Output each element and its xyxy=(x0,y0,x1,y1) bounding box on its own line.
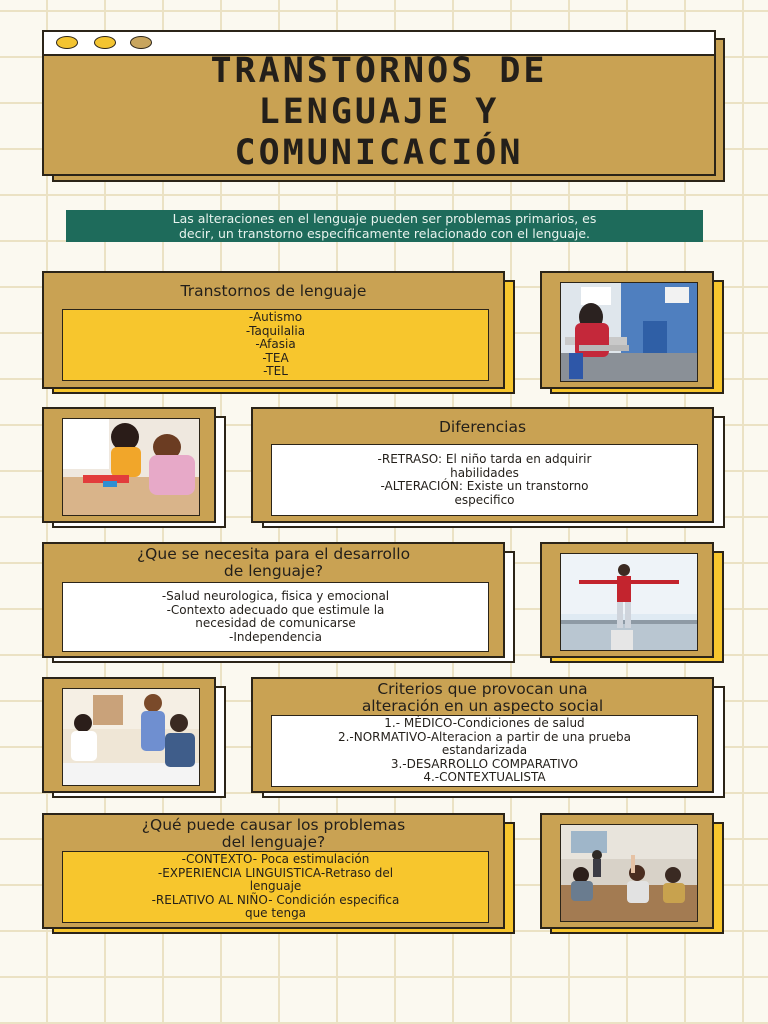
desarrollo-title-line: ¿Que se necesita para el desarrollo xyxy=(136,545,411,563)
list-item: -TEA xyxy=(262,350,289,365)
photo-card xyxy=(42,677,216,793)
list-item: -Taquilalia xyxy=(245,323,306,338)
list-item: -Independencia xyxy=(229,629,322,644)
list-item: -Afasia xyxy=(255,337,296,352)
classroom-photo xyxy=(560,824,698,922)
list-item: estandarizada xyxy=(441,743,528,758)
list-item: -ALTERACIÓN: Existe un transtorno xyxy=(380,479,589,493)
page-title-line: LENGUAJE Y xyxy=(258,91,500,132)
trastornos-list xyxy=(62,309,489,381)
photo-card xyxy=(42,407,216,523)
intro-line: Las alteraciones en el lenguaje pueden ser problemas primarios, es xyxy=(172,211,597,226)
criterios-title-line: alteración en un aspecto social xyxy=(361,697,604,715)
diferencias-card xyxy=(251,407,714,523)
criterios-card xyxy=(251,677,714,793)
window-dot-icon xyxy=(130,36,152,49)
page-title xyxy=(44,50,714,174)
list-item: lenguaje xyxy=(249,879,302,894)
causas-list xyxy=(62,851,489,923)
intro-line: decir, un transtorno especificamente relacionado con el lenguaje. xyxy=(178,226,591,241)
arms-open-photo xyxy=(560,553,698,651)
list-item: 4.-CONTEXTUALISTA xyxy=(423,770,546,785)
list-item: -EXPERIENCIA LINGUISTICA-Retraso del xyxy=(157,865,394,880)
photo-card xyxy=(540,271,714,389)
desarrollo-title-line: de lenguaje? xyxy=(223,562,324,580)
list-item: -TEL xyxy=(263,364,288,379)
list-item: 1.- MÉDICO-Condiciones de salud xyxy=(384,716,585,731)
list-item: -Autismo xyxy=(248,310,303,325)
title-window xyxy=(42,30,716,176)
trastornos-card xyxy=(42,271,505,389)
list-item: -RELATIVO AL NIÑO- Condición especifica xyxy=(151,892,400,907)
desarrollo-card xyxy=(42,542,505,658)
children-reading-photo xyxy=(62,688,200,786)
trastornos-title: Transtornos de lenguaje xyxy=(180,282,367,300)
photo-card xyxy=(540,813,714,929)
photo-card xyxy=(540,542,714,658)
list-item: que tenga xyxy=(244,906,307,921)
causas-title-line: del lenguaje? xyxy=(221,833,326,851)
list-item: -RETRASO: El niño tarda en adquirir xyxy=(377,452,592,466)
diferencias-list xyxy=(271,444,698,516)
list-item: -Contexto adecuado que estimule la xyxy=(166,602,385,617)
desarrollo-title xyxy=(44,546,503,580)
intro-banner xyxy=(66,210,703,242)
causas-title xyxy=(44,817,503,851)
window-dot-icon xyxy=(94,36,116,49)
diferencias-title: Diferencias xyxy=(438,418,527,436)
page-title-line: COMUNICACIÓN xyxy=(234,132,524,173)
teacher-child-photo xyxy=(62,418,200,516)
list-item: 3.-DESARROLLO COMPARATIVO xyxy=(390,756,579,771)
desarrollo-list xyxy=(62,582,489,652)
list-item: -CONTEXTO- Poca estimulación xyxy=(181,852,370,867)
criterios-title xyxy=(253,681,712,715)
student-desk-photo xyxy=(560,282,698,382)
page-title-line: TRANSTORNOS DE xyxy=(210,50,548,91)
causas-title-line: ¿Qué puede causar los problemas xyxy=(141,816,406,834)
list-item: habilidades xyxy=(450,465,519,480)
list-item: -Salud neurologica, fisica y emocional xyxy=(161,589,390,603)
list-item: especifico xyxy=(454,492,515,507)
causas-card xyxy=(42,813,505,929)
window-dot-icon xyxy=(56,36,78,49)
list-item: necesidad de comunicarse xyxy=(195,616,356,630)
criterios-title-line: Criterios que provocan una xyxy=(377,680,588,698)
criterios-list xyxy=(271,715,698,787)
list-item: 2.-NORMATIVO-Alteracion a partir de una prueba xyxy=(337,729,632,744)
